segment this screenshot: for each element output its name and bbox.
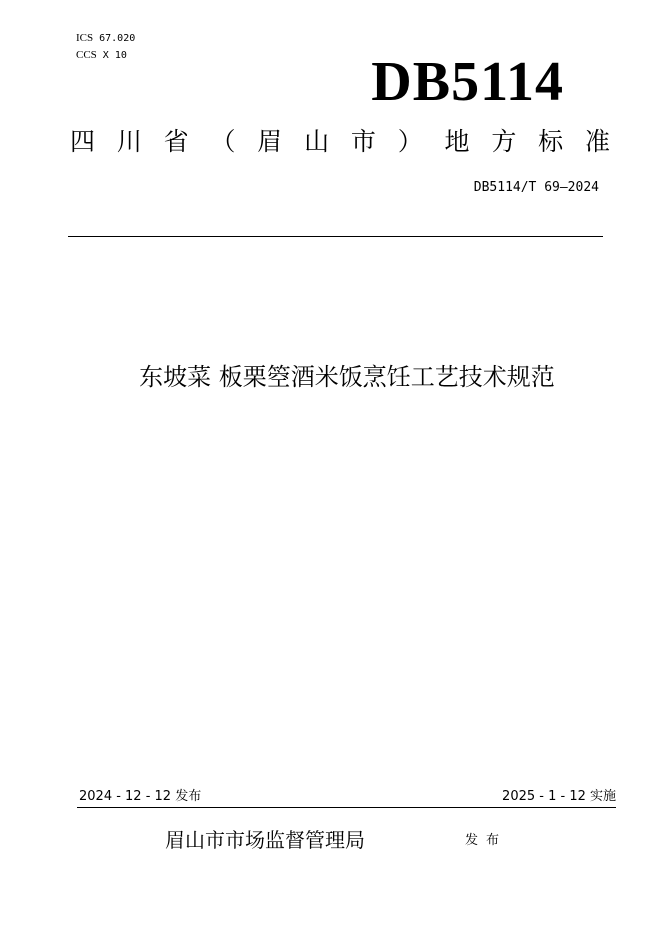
std-type-char: 川 [116,127,142,156]
std-type-char: 准 [584,127,610,156]
std-type-char: 方 [491,127,517,156]
header-divider [68,236,603,237]
std-type-char: 标 [538,127,564,156]
ics-classification [76,32,135,45]
standard-number: DB5114/T 69—2024 [473,180,599,195]
ccs-label: CCS [76,49,97,61]
std-type-char: （ [210,127,236,156]
std-type-char: 市 [350,127,376,156]
issuer-action-label: 发布 [465,833,508,848]
standard-type-heading [70,126,610,158]
document-title: 东坡菜 板栗箜酒米饭烹饪工艺技术规范 [139,363,555,391]
implementation-date: 2025 - 1 - 12 实施 [502,789,616,804]
std-type-char: 山 [304,127,330,156]
std-type-char: ） [397,127,423,156]
std-type-char: 地 [444,127,470,156]
footer-divider [77,807,616,808]
ccs-classification [76,49,127,62]
ics-code: 67.020 [99,33,136,44]
ics-label: ICS [76,32,94,44]
standard-logo: DB5114 [371,51,564,113]
ccs-code: X 10 [102,50,127,61]
std-type-char: 眉 [257,127,283,156]
std-type-char: 省 [163,127,189,156]
issue-date: 2024 - 12 - 12 发布 [79,789,202,804]
issuing-authority: 眉山市市场监督管理局 [165,828,365,852]
std-type-char: 四 [70,127,96,156]
